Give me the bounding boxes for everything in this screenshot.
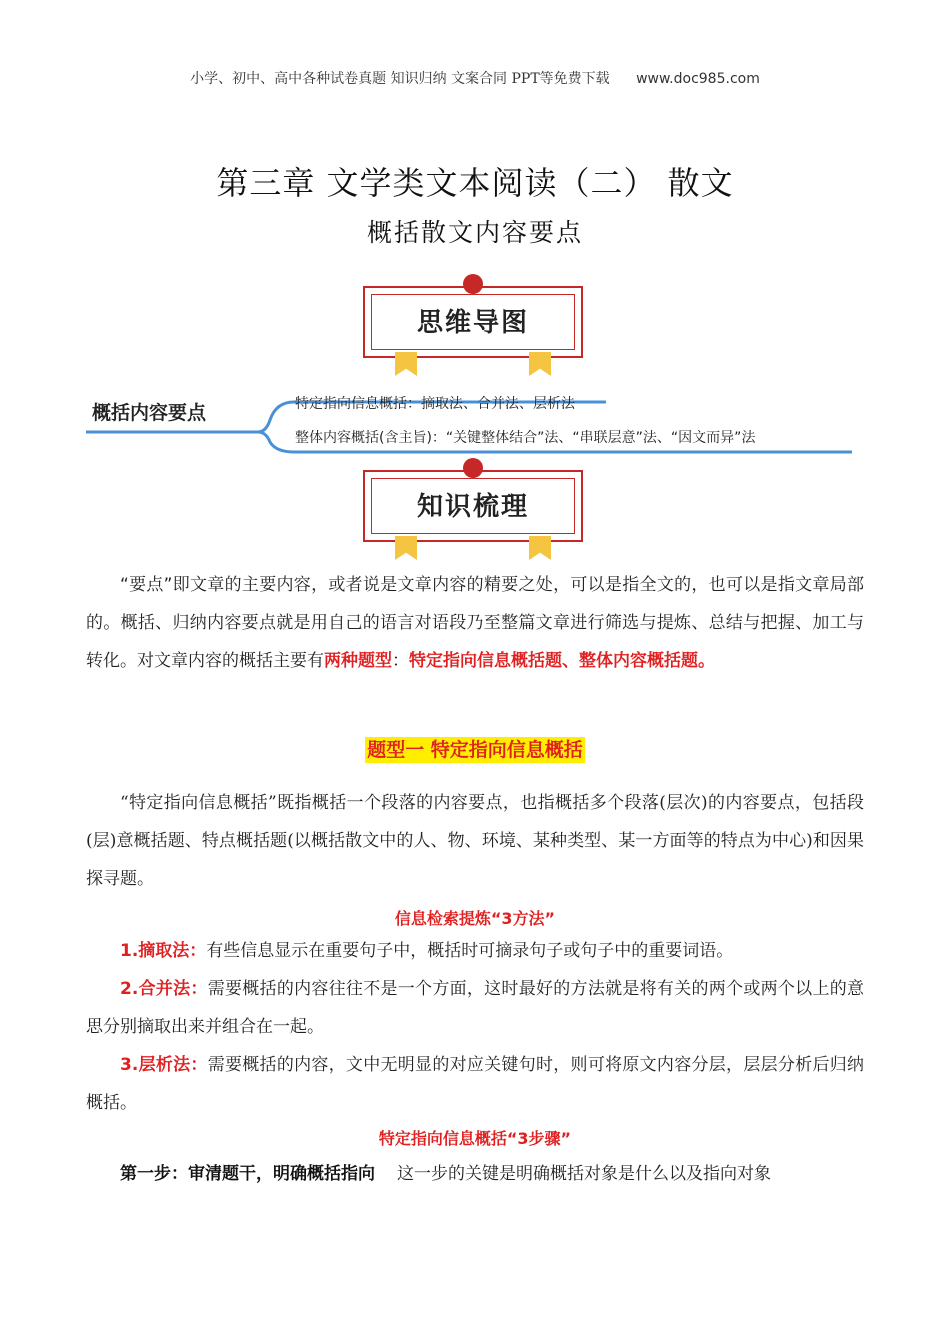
section-title	[0, 735, 950, 762]
ribbon-right	[529, 536, 551, 560]
badge-label: 思维导图	[416, 308, 529, 338]
badge-dot	[463, 458, 483, 478]
mind-map-branch-2: 整体内容概括(含主旨)：“关键整体结合”法、“串联层意”法、“因文而异”法	[295, 430, 756, 446]
ribbon-left	[395, 352, 417, 376]
method-text: 需要概括的内容往往不是一个方面，这时最好的方法就是将有关的两个或两个以上的意思分别摘取出来并组合在一起。	[86, 979, 864, 1037]
header-site[interactable]: www.doc985.com	[636, 71, 760, 87]
badge-dot	[463, 274, 483, 294]
method-num: 1	[120, 941, 132, 961]
header-text: 小学、初中、高中各种试卷真题 知识归纳 文案合同 PPT等免费下载	[190, 71, 610, 87]
ribbon-left	[395, 536, 417, 560]
method-label: .摘取法：	[131, 941, 207, 961]
knowledge-badge	[363, 466, 587, 558]
mind-map-badge	[363, 282, 587, 374]
method-label: .合并法：	[131, 979, 208, 999]
intro-text: “要点”即文章的主要内容，或者说是文章内容的精要之处，可以是指全文的，也可以是指文章局部的。概括、归纳内容要点就是用自己的语言对语段乃至整篇文章进行筛选与提炼、总结与把握、加工与转化。对文章内容的概括主要有	[86, 575, 864, 671]
steps-heading: 特定指向信息概括“3步骤”	[378, 1129, 572, 1148]
mind-map-branch-1: 特定指向信息概括：摘取法、合并法、层析法	[295, 396, 575, 412]
step-paragraph	[86, 1155, 864, 1193]
chapter-title: 第三章 文学类文本阅读（二） 散文	[216, 164, 734, 202]
section-title-text: 题型一 特定指向信息概括	[367, 739, 583, 761]
method-label: .层析法：	[131, 1055, 208, 1075]
intro-emph-b: 特定指向信息概括题、整体内容概括题。	[409, 651, 715, 671]
step1-text: 这一步的关键是明确概括对象是什么以及指向对象	[397, 1164, 771, 1184]
method-item	[86, 932, 864, 970]
method-item	[86, 1046, 864, 1122]
methods-heading: 信息检索提炼“3方法”	[394, 909, 556, 928]
step1-label: 第一步：审清题干，明确概括指向	[120, 1164, 375, 1184]
intro-paragraph	[86, 566, 864, 680]
intro-emph-a: 两种题型	[324, 651, 392, 671]
method-item	[86, 970, 864, 1046]
badge-label: 知识梳理	[416, 492, 529, 522]
method-text: 有些信息显示在重要句子中，概括时可摘录句子或句子中的重要词语。	[206, 941, 734, 961]
ribbon-right	[529, 352, 551, 376]
method-text: 需要概括的内容，文中无明显的对应关键句时，则可将原文内容分层，层层分析后归纳概括。	[86, 1055, 864, 1113]
mind-map-root: 概括内容要点	[92, 402, 207, 424]
intro-colon: ：	[392, 651, 409, 671]
section-paragraph-text: “特定指向信息概括”既指概括一个段落的内容要点，也指概括多个段落(层次)的内容要点，包括段(层)意概括题、特点概括题(以概括散文中的人、物、环境、某种类型、某一方面等的特点为中心)和因果探寻题。	[86, 793, 864, 889]
chapter-subtitle: 概括散文内容要点	[366, 218, 583, 247]
page-header	[0, 68, 950, 88]
methods-list	[86, 932, 864, 1122]
section-paragraph	[86, 784, 864, 898]
method-num: 3	[120, 1055, 132, 1075]
method-num: 2	[120, 979, 132, 999]
